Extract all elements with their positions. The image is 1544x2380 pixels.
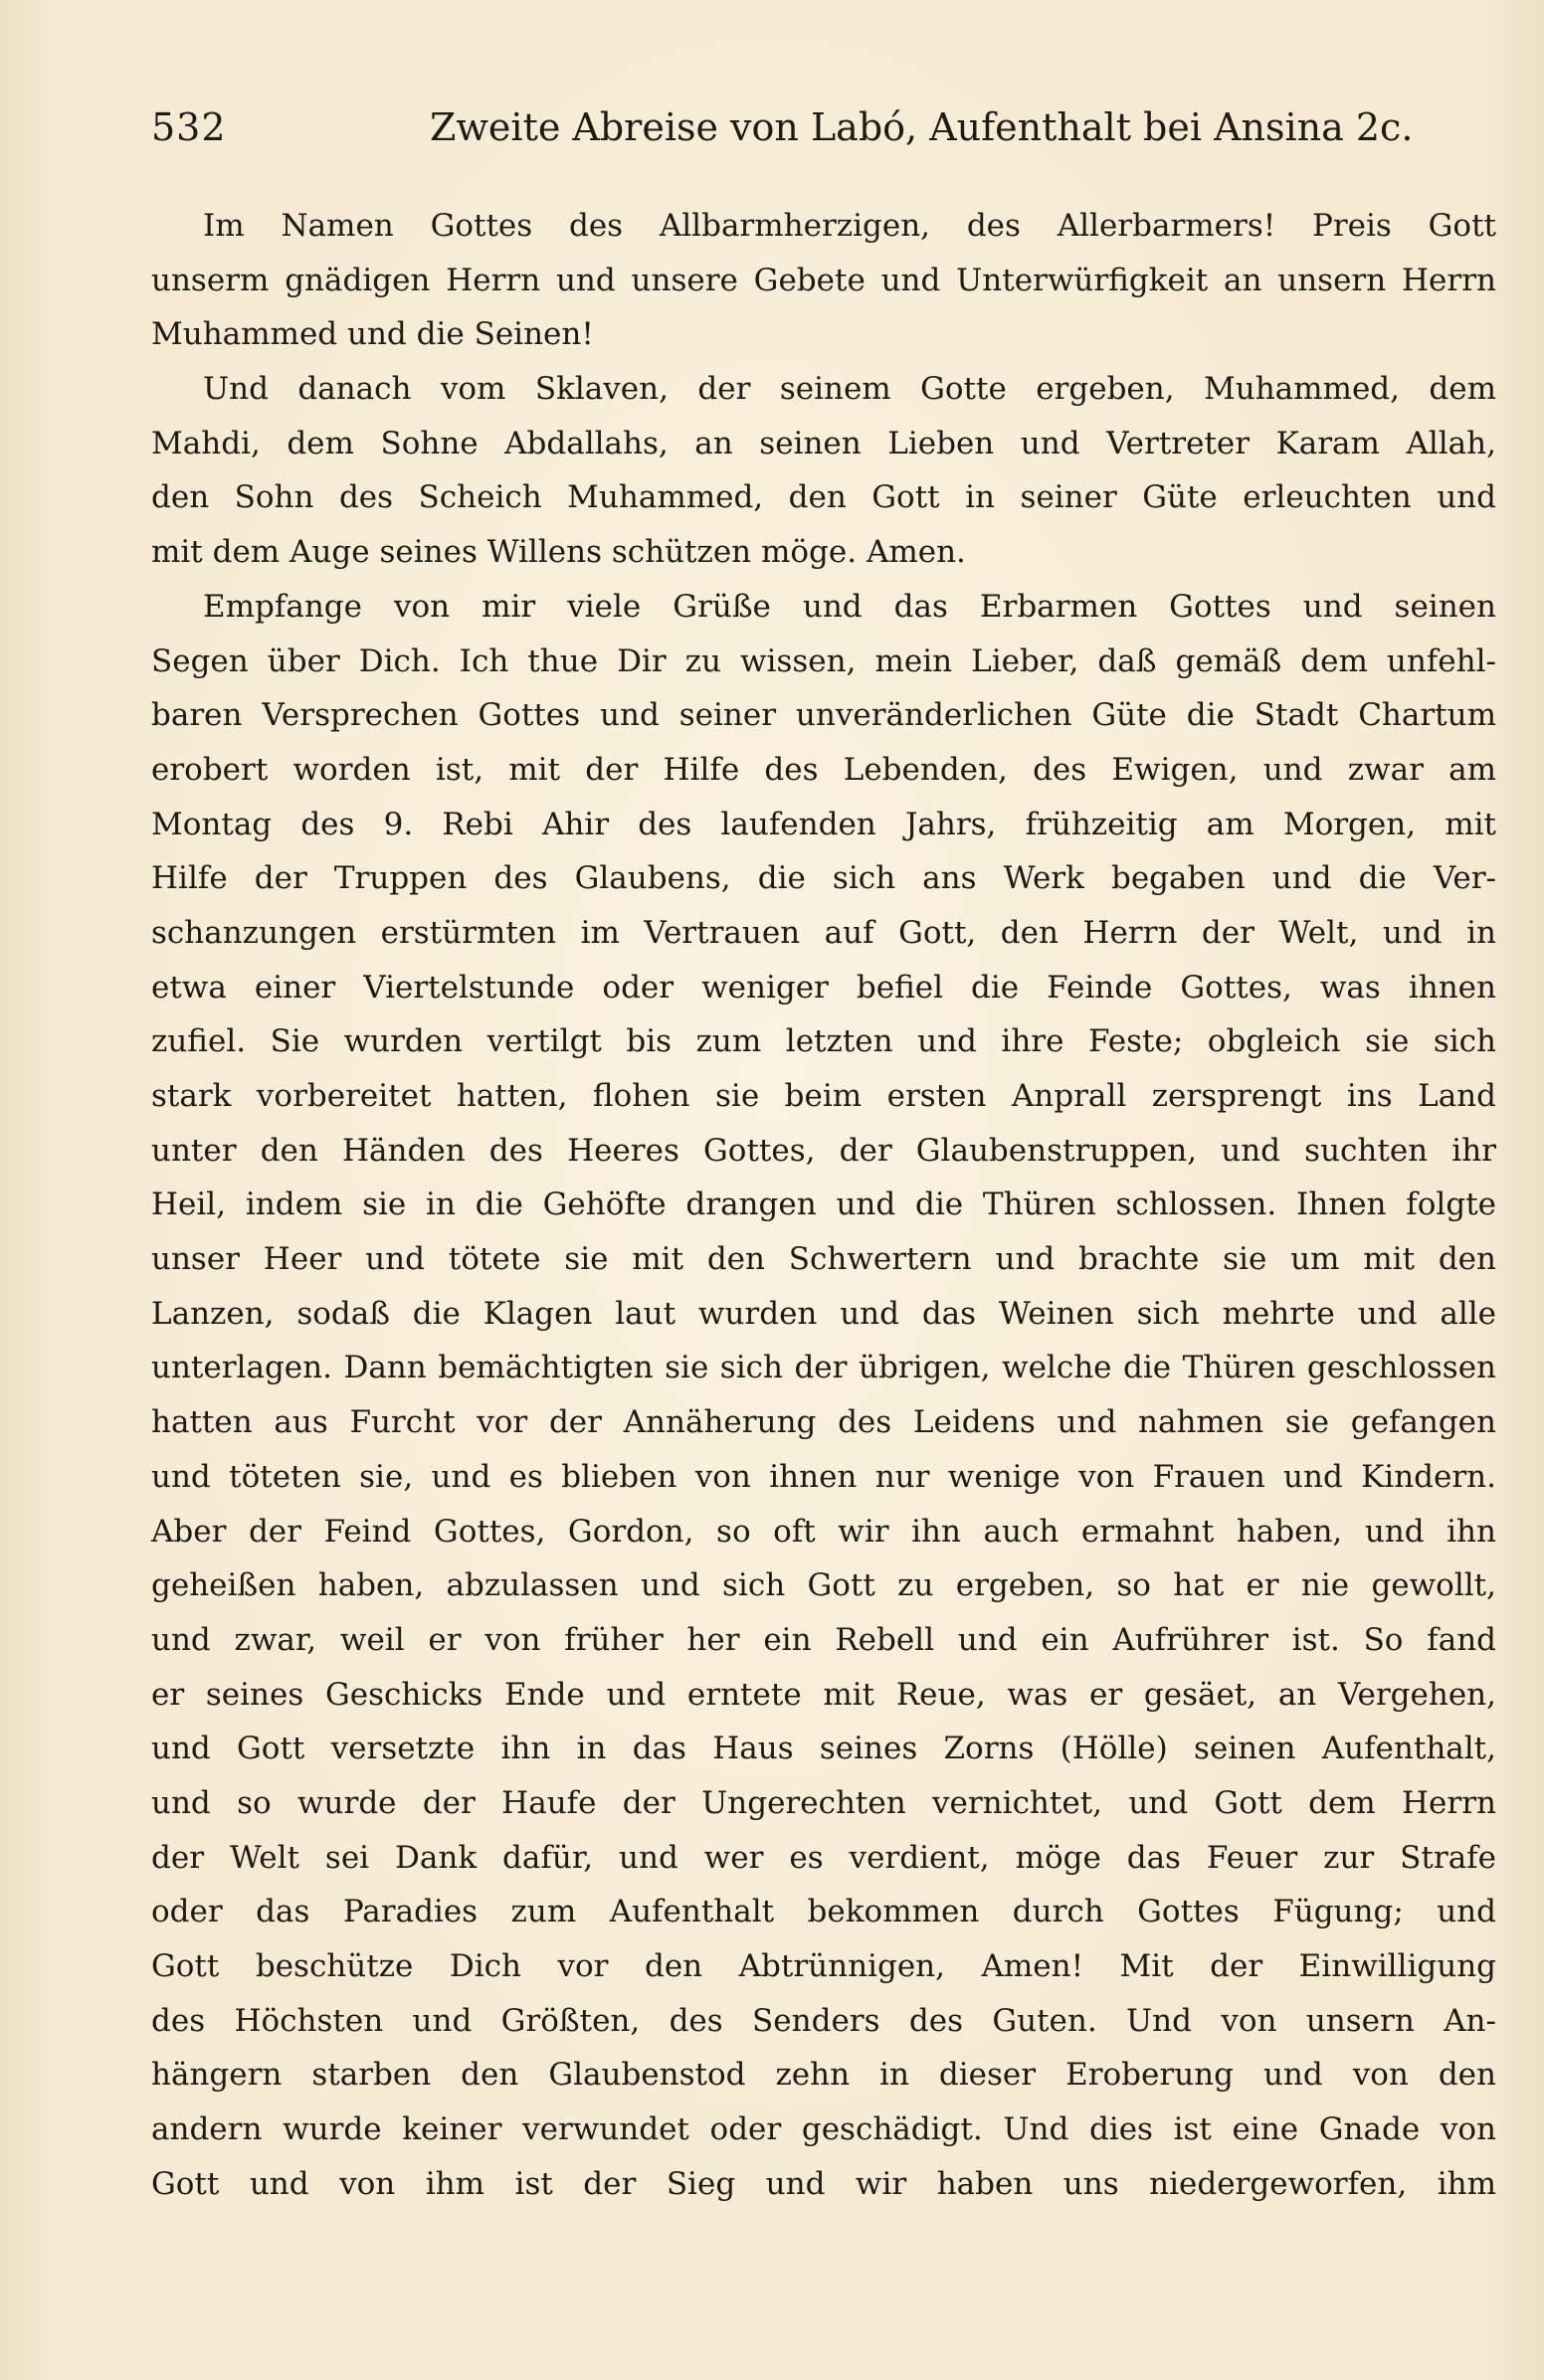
text-line: Montag des 9. Rebi Ahir des laufenden Jahrs, frühzeitig am Morgen, mit: [151, 806, 1496, 842]
text-line: und zwar, weil er von früher her ein Rebell und ein Aufrührer ist. So fand: [151, 1621, 1496, 1658]
text-line: geheißen haben, abzulassen und sich Gott zu ergeben, so hat er nie gewollt,: [151, 1567, 1496, 1604]
text-line: unterlagen. Dann bemächtigten sie sich der übrigen, welche die Thüren geschlossen: [151, 1350, 1496, 1386]
text-line: unserm gnädigen Herrn und unsere Gebete und Unterwürfigkeit an unsern Herrn: [151, 262, 1496, 298]
body-text: [151, 199, 1496, 2211]
text-line: Lanzen, sodaß die Klagen laut wurden und das Weinen sich mehrte und alle: [151, 1295, 1496, 1332]
page-header: [151, 97, 1484, 157]
text-line: Im Namen Gottes des Allbarmherzigen, des Allerbarmers! Preis Gott: [203, 208, 1496, 244]
page-number: 532: [151, 105, 227, 149]
text-line: Gott und von ihm ist der Sieg und wir haben uns niedergeworfen, ihm: [151, 2165, 1496, 2202]
text-line: unter den Händen des Heeres Gottes, der Glaubenstruppen, und suchten ihr: [151, 1132, 1496, 1169]
text-line: der Welt sei Dank dafür, und wer es verdient, möge das Feuer zur Strafe: [151, 1839, 1496, 1876]
running-head: Zweite Abreise von Labó, Aufenthalt bei Ansina 2c.: [430, 105, 1414, 149]
text-line: baren Versprechen Gottes und seiner unveränderlichen Güte die Stadt Chartum: [151, 697, 1496, 734]
text-line: und Gott versetzte ihn in das Haus seines Zorns (Hölle) seinen Aufenthalt,: [151, 1731, 1496, 1767]
text-line: und töteten sie, und es blieben von ihnen nur wenige von Frauen und Kindern.: [151, 1458, 1496, 1495]
text-line: Segen über Dich. Ich thue Dir zu wissen, mein Lieber, daß gemäß dem unfehl-: [151, 642, 1496, 679]
text-line: Hilfe der Truppen des Glaubens, die sich ans Werk begaben und die Ver-: [151, 860, 1496, 897]
text-line: Heil, indem sie in die Gehöfte drangen und die Thüren schlossen. Ihnen folgte: [151, 1187, 1496, 1223]
text-line: hatten aus Furcht vor der Annäherung des Leidens und nahmen sie gefangen: [151, 1404, 1496, 1441]
text-line: schanzungen erstürmten im Vertrauen auf Gott, den Herrn der Welt, und in: [151, 914, 1496, 951]
text-line: erobert worden ist, mit der Hilfe des Lebenden, des Ewigen, und zwar am: [151, 751, 1496, 788]
text-line: Und danach vom Sklaven, der seinem Gotte ergeben, Muhammed, dem: [203, 371, 1496, 408]
text-line: etwa einer Viertelstunde oder weniger befiel die Feinde Gottes, was ihnen: [151, 969, 1496, 1006]
text-line: Aber der Feind Gottes, Gordon, so oft wir ihn auch ermahnt haben, und ihn: [151, 1513, 1496, 1550]
text-line: Mahdi, dem Sohne Abdallahs, an seinen Lieben und Vertreter Karam Allah,: [151, 425, 1496, 461]
text-line: unser Heer und tötete sie mit den Schwertern und brachte sie um mit den: [151, 1241, 1496, 1278]
text-line: oder das Paradies zum Aufenthalt bekommen durch Gottes Fügung; und: [151, 1894, 1496, 1930]
text-line: mit dem Auge seines Willens schützen möge. Amen.: [151, 534, 966, 571]
text-line: stark vorbereitet hatten, flohen sie beim ersten Anprall zersprengt ins Land: [151, 1078, 1496, 1114]
text-line: Muhammed und die Seinen!: [151, 316, 594, 353]
text-line: hängern starben den Glaubenstod zehn in dieser Eroberung und von den: [151, 2057, 1496, 2094]
text-line: des Höchsten und Größten, des Senders des Guten. Und von unsern An-: [151, 2002, 1496, 2039]
text-line: er seines Geschicks Ende und erntete mit Reue, was er gesäet, an Vergehen,: [151, 1676, 1496, 1713]
text-line: den Sohn des Scheich Muhammed, den Gott in seiner Güte erleuchten und: [151, 479, 1496, 516]
text-line: Gott beschütze Dich vor den Abtrünnigen, Amen! Mit der Einwilligung: [151, 1948, 1496, 1984]
text-line: zufiel. Sie wurden vertilgt bis zum letzten und ihre Feste; obgleich sie sich: [151, 1023, 1496, 1060]
text-line: und so wurde der Haufe der Ungerechten vernichtet, und Gott dem Herrn: [151, 1784, 1496, 1821]
text-line: andern wurde keiner verwundet oder geschädigt. Und dies ist eine Gnade von: [151, 2111, 1496, 2148]
text-line: Empfange von mir viele Grüße und das Erbarmen Gottes und seinen: [203, 588, 1496, 625]
